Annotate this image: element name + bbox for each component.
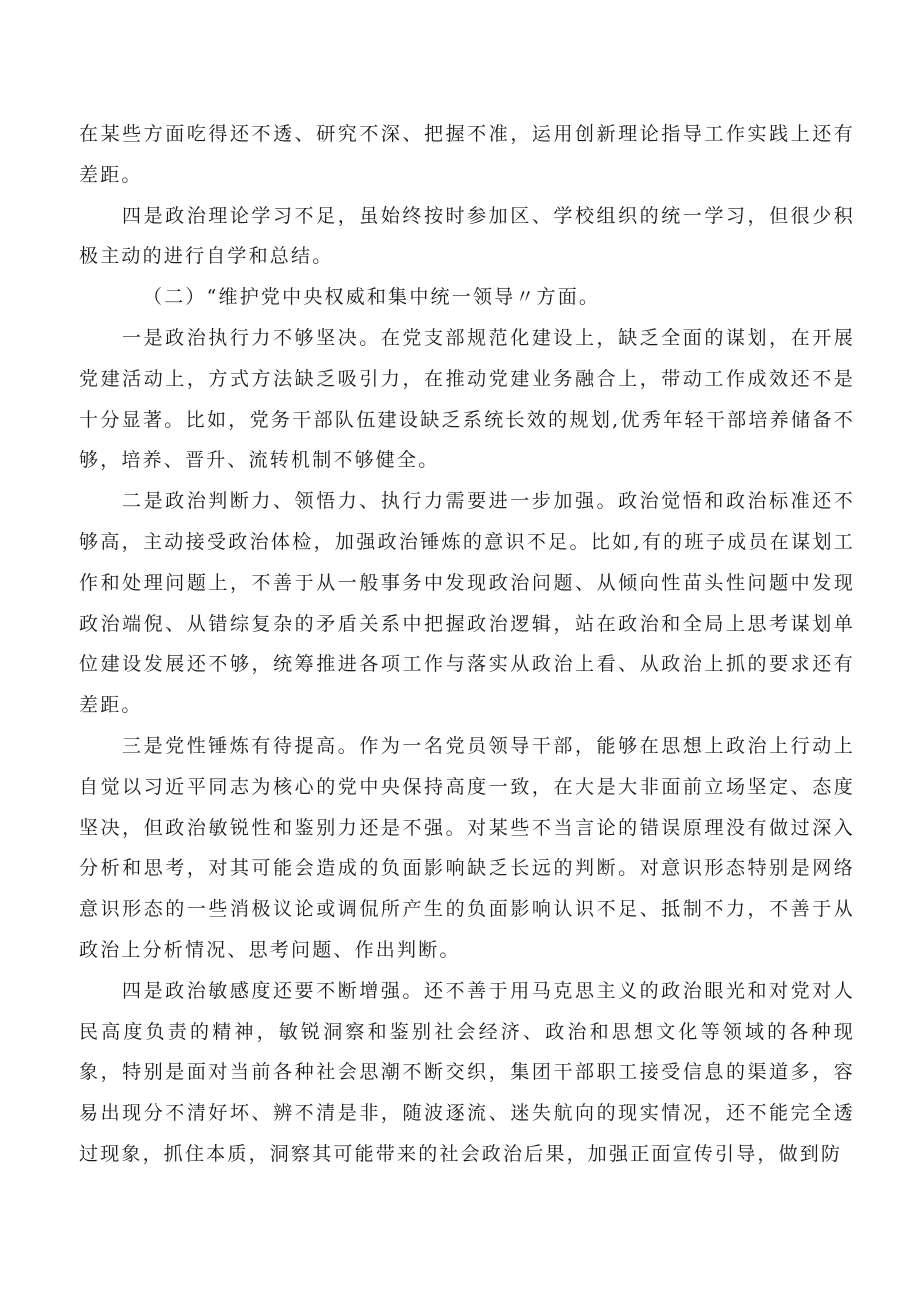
paragraph-item-three-party-spirit: 三是党性锤炼有待提高。作为一名党员领导干部，能够在思想上政治上行动上自觉以习近平同志为核心的党中央保持高度一致，在大是大非面前立场坚定、态度坚决，但政治敏锐性和鉴别力还是不强。对某些不当言论的错误原理没有做过深入分析和思考，对其可能会造成的负面影响缺乏长远的判断。对意识形态特别是网络意识形态的一些消极议论或调侃所产生的负面影响认识不足、抵制不力，不善于从政治上分析情况、思考问题、作出判断。 [79, 734, 855, 961]
paragraph-item-four-theory-study: 四是政治理论学习不足，虽始终按时参加区、学校组织的统一学习，但很少积极主动的进行自学和总结。 [79, 204, 855, 268]
section-heading-two: （二）“维护党中央权威和集中统一领导〃方面。 [143, 286, 601, 309]
paragraph-continuation: 在某些方面吃得还不透、研究不深、把握不准，运用创新理论指导工作实践上还有差距。 [79, 123, 855, 186]
paragraph-item-four-sensitivity: 四是政治敏感度还要不断增强。还不善于用马克思主义的政治眼光和对党对人民高度负责的精神，敏锐洞察和鉴别社会经济、政治和思想文化等领域的各种现象，特别是面对当前各种社会思潮不断交织，集团干部职工接受信息的渠道多，容易出现分不清好坏、辨不清是非，随波逐流、迷失航向的现实情况，还不能完全透过现象，抓住本质，洞察其可能带来的社会政治后果，加强正面宣传引导，做到防 [79, 979, 855, 1165]
document-body [79, 114, 855, 1175]
paragraph-item-one-execution: 一是政治执行力不够坚决。在党支部规范化建设上，缺乏全面的谋划，在开展党建活动上，方式方法缺乏吸引力，在推动党建业务融合上，带动工作成效还不是十分显著。比如，党务干部队伍建设缺乏系统长效的规划,优秀年轻干部培养储备不够，培养、晋升、流转机制不够健全。 [79, 326, 855, 472]
paragraph-item-two-judgment: 二是政治判断力、领悟力、执行力需要进一步加强。政治觉悟和政治标准还不够高，主动接受政治体检，加强政治锤炼的意识不足。比如,有的班子成员在谋划工作和处理问题上，不善于从一般事务中发现政治问题、从倾向性苗头性问题中发现政治端倪、从错综复杂的矛盾关系中把握政治逻辑，站在政治和全局上思考谋划单位建设发展还不够，统筹推进各项工作与落实从政治上看、从政治上抓的要求还有差距。 [79, 490, 855, 717]
